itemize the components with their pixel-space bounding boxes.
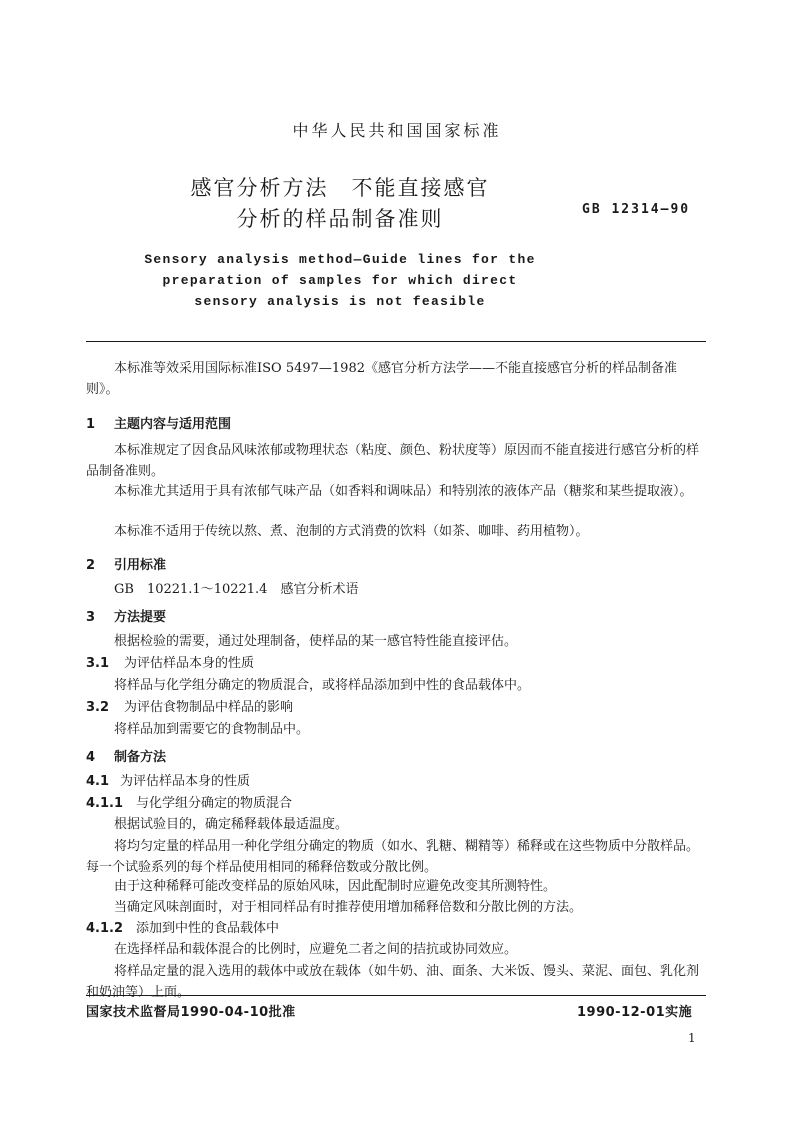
subsection-4-1-1-paragraph-4: 当确定风味剖面时，对于相同样品有时推荐使用增加稀释倍数和分散比例的方法。	[114, 900, 583, 915]
subsection-title: 与化学组分确定的物质混合	[136, 796, 293, 811]
subsection-number: 4.1	[86, 774, 110, 789]
english-title-line-2: preparation of samples for which direct	[162, 273, 518, 288]
section-1-heading	[86, 413, 231, 432]
section-number: 4	[86, 750, 96, 765]
page-number: 1	[688, 1031, 696, 1045]
subsection-4-1-heading	[86, 772, 250, 792]
section-number: 1	[86, 417, 96, 432]
chinese-title-line-1: 感官分析方法 不能直接感官	[190, 176, 490, 200]
issuer-title: 中华人民共和国国家标准	[292, 121, 502, 140]
section-title: 方法提要	[114, 610, 167, 625]
subsection-4-1-1-paragraph-1: 根据试验目的，确定稀释载体最适温度。	[114, 817, 349, 832]
subsection-4-1-1-heading	[86, 794, 292, 814]
subsection-title: 为评估样品本身的性质	[124, 656, 255, 671]
subsection-3-1-paragraph: 将样品与化学组分确定的物质混合，或将样品添加到中性的食品载体中。	[114, 678, 531, 693]
subsection-title: 添加到中性的食品载体中	[136, 921, 280, 936]
subsection-4-1-2-paragraph-1: 在选择样品和载体混合的比例时，应避免二者之间的拮抗或协同效应。	[114, 942, 518, 957]
section-4-heading	[86, 746, 166, 765]
subsection-4-1-2-paragraph-2: 将样品定量的混入选用的载体中或放在载体（如牛奶、油、面条、大米饭、馒头、菜泥、面包、乳化剂和奶油等）上面。	[86, 964, 700, 1000]
section-1-paragraph-2: 本标准尤其适用于具有浓郁气味产品（如香料和调味品）和特别浓的液体产品（糖浆和某些提取液）。	[114, 484, 693, 499]
subsection-4-1-1-paragraph-2: 将均匀定量的样品用一种化学组分确定的物质（如水、乳糖、糊精等）稀释或在这些物质中分散样品。每一个试验系列的每个样品使用相同的稀释倍数或分散比例。	[86, 839, 700, 875]
section-title: 主题内容与适用范围	[114, 417, 232, 432]
subsection-number: 4.1.1	[86, 796, 124, 811]
subsection-number: 4.1.2	[86, 921, 124, 936]
subsection-4-1-1-paragraph-3: 由于这种稀释可能改变样品的原始风味，因此配制时应避免改变其所测特性。	[114, 879, 557, 894]
english-title-line-1: Sensory analysis method—Guide lines for the	[144, 252, 536, 267]
header-divider	[86, 341, 706, 342]
effective-date: 1990-12-01实施	[577, 1005, 693, 1020]
section-1-paragraph-1: 本标准规定了因食品风味浓郁或物理状态（粘度、颜色、粉状度等）原因而不能直接进行感官分析的样品制备准则。	[86, 443, 700, 479]
subsection-3-1-heading	[86, 654, 254, 674]
subsection-3-2-paragraph: 将样品加到需要它的食物制品中。	[114, 722, 310, 737]
subsection-title: 为评估样品本身的性质	[120, 774, 251, 789]
section-number: 2	[86, 558, 96, 573]
subsection-number: 3.1	[86, 656, 110, 671]
section-2-heading	[86, 554, 166, 573]
referenced-standard: GB 10221.1～10221.4 感官分析术语	[114, 582, 359, 597]
subsection-number: 3.2	[86, 700, 110, 715]
english-title-line-3: sensory analysis is not feasible	[194, 294, 486, 309]
section-3-paragraph: 根据检验的需要，通过处理制备，使样品的某一感官特性能直接评估。	[114, 634, 518, 649]
section-3-heading	[86, 606, 166, 625]
chinese-title-line-2: 分析的样品制备准则	[236, 207, 444, 231]
approval-date: 国家技术监督局1990-04-10批准	[86, 1005, 296, 1020]
intro-paragraph: 本标准等效采用国际标准ISO 5497—1982《感官分析方法学——不能直接感官分析的样品制备准则》。	[86, 361, 677, 397]
section-1-paragraph-3: 本标准不适用于传统以熬、煮、泡制的方式消费的饮料（如茶、咖啡、药用植物）。	[114, 524, 589, 539]
subsection-4-1-2-heading	[86, 919, 279, 939]
subsection-title: 为评估食物制品中样品的影响	[124, 700, 294, 715]
section-number: 3	[86, 610, 96, 625]
subsection-3-2-heading	[86, 698, 293, 718]
section-title: 制备方法	[114, 750, 167, 765]
standard-code: GB 12314—90	[582, 202, 691, 217]
section-title: 引用标准	[114, 558, 167, 573]
footer-divider	[86, 995, 706, 996]
